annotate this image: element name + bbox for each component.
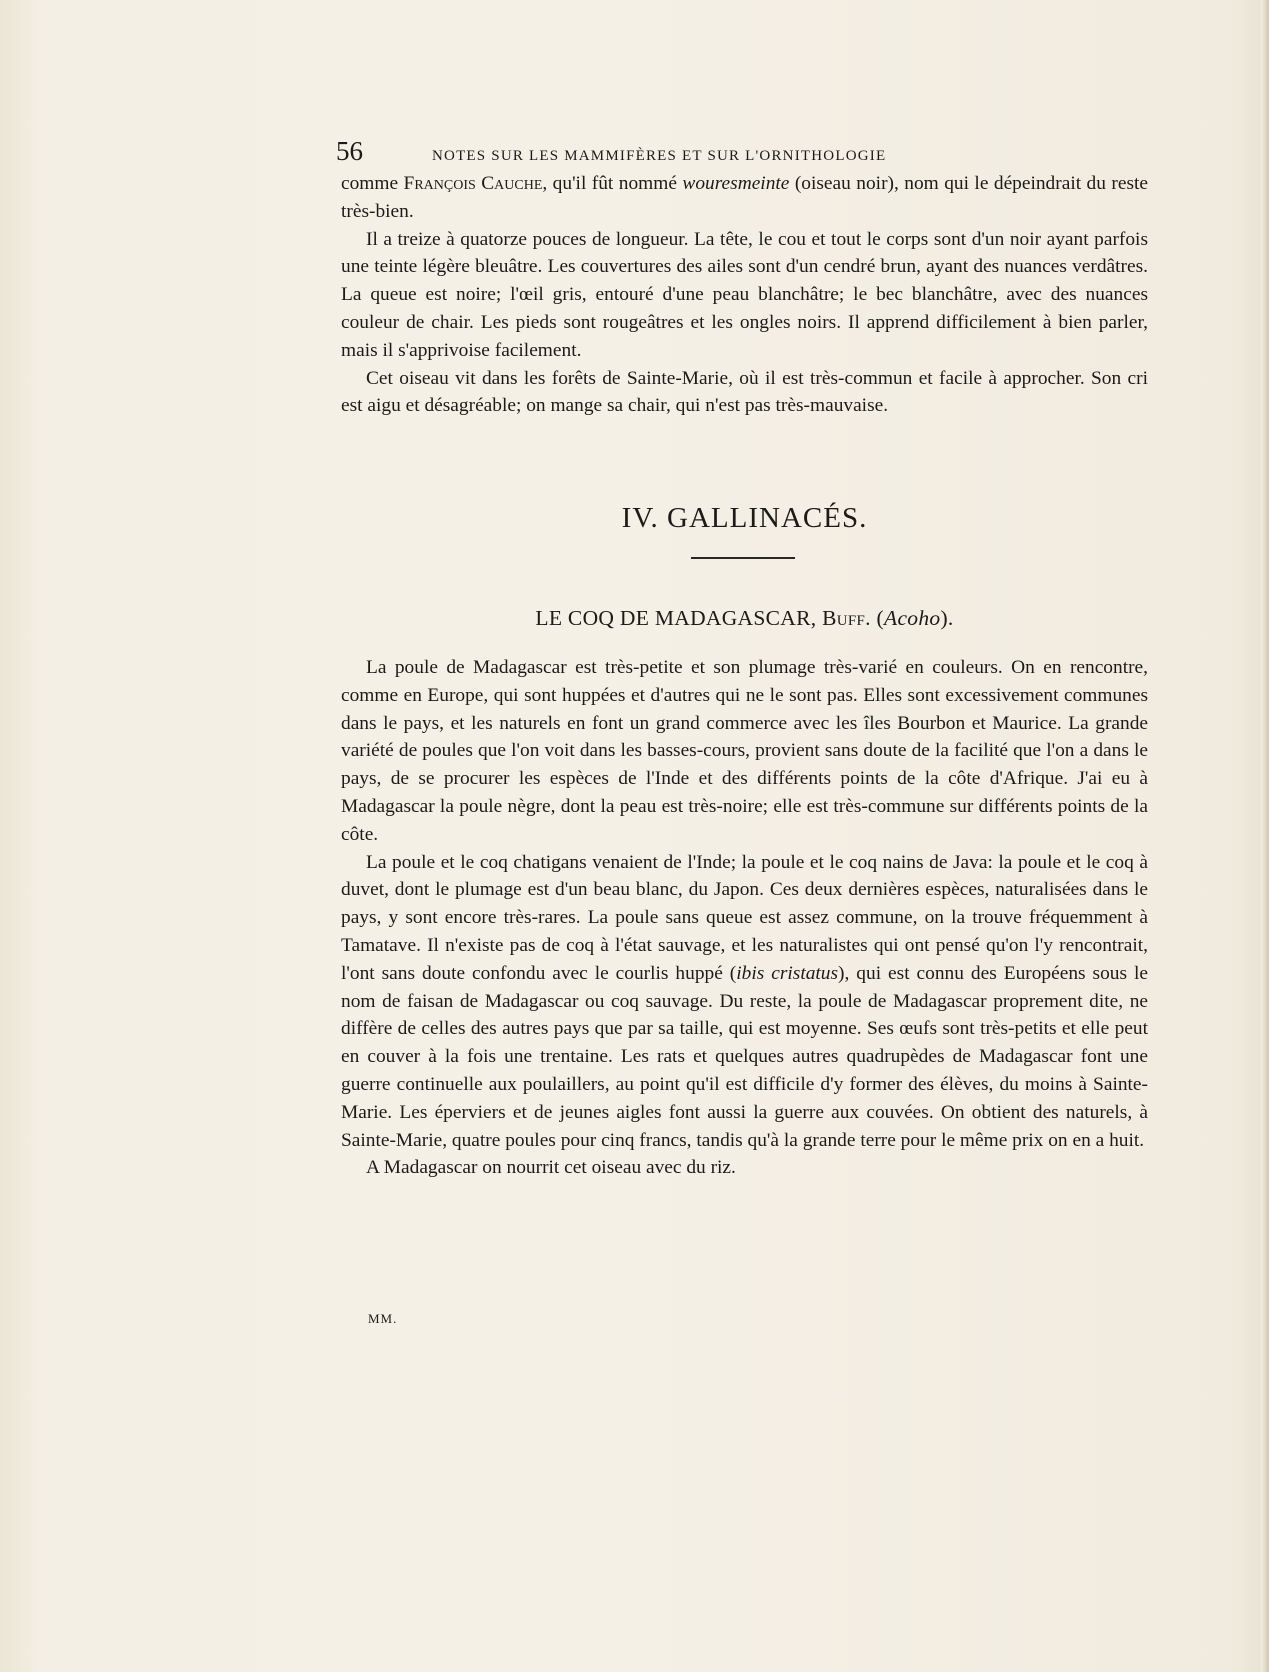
printer-signature: MM. xyxy=(368,1311,398,1326)
text-run: La poule et le coq chatigans venaient de l'Inde; la poule et le coq nains de Java: la poule et le coq à duvet, dont le plumage est d'un beau blanc, du Japon. Ces deux dernières espèces, naturalisées dans le pays, y sont encore très-rares. La poule sans queue est assez commune, on la trouve fréquemment à Tamatave. Il n'existe pas de coq à l'état sauvage, et les naturalistes qui ont pensé qu'on l'y rencontrait, l'ont sans doute confondu avec le courlis huppé ( xyxy=(341,851,1148,984)
text-run: , qu'il fût nommé xyxy=(542,173,683,194)
bird-name-term: wouresmeinte xyxy=(682,173,790,194)
text-run: ), qui est connu des Européens sous le nom de faisan de Madagascar ou coq sauvage. Du reste, la poule de Madagascar proprement dite, ne diffère de celles des autres pays que par sa taille, qui est moyenne. Ses œufs sont très-petits et elle peut en couver à la fois une trentaine. Les rats et quelques autres quadrupèdes de Madagascar font une guerre continuelle aux poulaillers, au point qu'il est difficile d'y former des élèves, du moins à Sainte-Marie. Les éperviers et de jeunes aigles font aussi la guerre aux couvées. On obtient des naturels, à Sainte-Marie, quatre poules pour cinq francs, tandis qu'à la grande terre pour le même prix on en a huit. xyxy=(341,962,1148,1151)
top-text xyxy=(341,170,1148,420)
page-edge-shadow xyxy=(1261,0,1269,1672)
running-head xyxy=(336,136,1056,167)
paragraph-habitat: Cet oiseau vit dans les forêts de Sainte-Marie, où il est très-commun et facile à approcher. Son cri est aigu et désagréable; on mange sa chair, qui n'est pas très-mauvaise. xyxy=(341,367,1148,417)
text-run: (oiseau noir), nom qui le dépeindrait du reste très-bien. xyxy=(341,173,1148,222)
section-divider xyxy=(691,557,795,559)
paragraph-varieties xyxy=(341,849,1148,1155)
body-text xyxy=(341,654,1148,1182)
section-title: IV. GALLINACÉS. xyxy=(621,502,868,534)
paragraph-feeding: A Madagascar on nourrit cet oiseau avec du riz. xyxy=(366,1157,736,1179)
species-name: Acoho xyxy=(884,606,941,630)
paragraph-description: Il a treize à quatorze pouces de longueur. La tête, le cou et tout le corps sont d'un noir ayant parfois une teinte légère bleuâtre. Les couvertures des ailes sont d'un cendré brun, ayant des nuances verdâtres. La queue est noire; l'œil gris, entouré d'une peau blanchâtre; le bec blanchâtre, avec des nuances couleur de chair. Les pieds sont rougeâtres et les ongles noirs. Il apprend difficilement à bien parler, mais il s'apprivoise facilement. xyxy=(341,228,1148,361)
paragraph-poule: La poule de Madagascar est très-petite et son plumage très-varié en couleurs. On en rencontre, comme en Europe, qui sont huppées et d'autres qui ne le sont pas. Elles sont excessivement communes dans le pays, et les naturels en font un grand commerce avec les îles Bourbon et Maurice. La grande variété de poules que l'on voit dans les basses-cours, provient sans doute de la facilité que l'on a dans le pays, de se procurer les espèces de l'Inde et des différents points de la côte d'Afrique. J'ai eu à Madagascar la poule nègre, dont la peau est très-noire; elle est très-commune sur différents points de la côte. xyxy=(341,657,1148,845)
paren-close: ). xyxy=(940,606,954,630)
subsection-heading xyxy=(341,606,1148,631)
page-number: 56 xyxy=(336,136,363,166)
subsection-author: Buff. xyxy=(822,606,871,630)
species-term: ibis cristatus xyxy=(736,962,839,984)
subsection-title: LE COQ DE MADAGASCAR, xyxy=(535,606,817,630)
person-name: François Cauche xyxy=(403,173,543,194)
paren-open: ( xyxy=(876,606,885,630)
text-run: comme xyxy=(341,173,404,194)
paragraph-continued xyxy=(341,170,1148,226)
running-title: NOTES SUR LES MAMMIFÈRES ET SUR L'ORNITHOLOGIE xyxy=(432,148,887,164)
